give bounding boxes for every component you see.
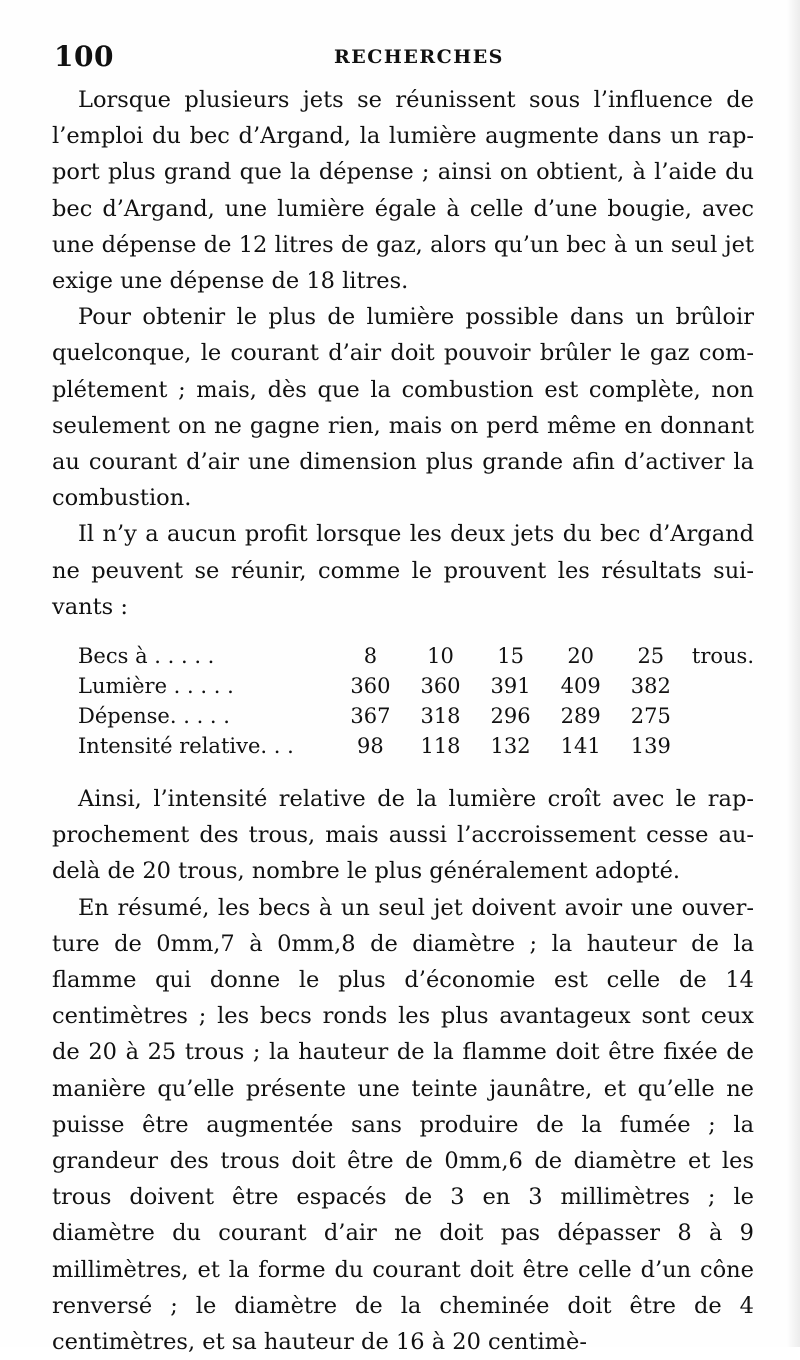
table-cell: 15 bbox=[497, 644, 524, 669]
table-cell: 139 bbox=[630, 734, 671, 759]
table-cell: 118 bbox=[420, 734, 461, 759]
running-head: RECHERCHES bbox=[334, 46, 504, 68]
table-row-label: Intensité relative. . . bbox=[78, 734, 294, 759]
table-cell: 132 bbox=[490, 734, 531, 759]
table-cell: 275 bbox=[630, 704, 671, 729]
table-row bbox=[78, 641, 754, 671]
table-row bbox=[78, 701, 754, 731]
table-unit bbox=[686, 731, 754, 761]
table-cell: 141 bbox=[560, 734, 601, 759]
results-table bbox=[78, 641, 754, 761]
table-unit: trous. bbox=[691, 644, 754, 669]
table-cell: 8 bbox=[363, 644, 378, 669]
table-cell: 289 bbox=[560, 704, 601, 729]
paragraph-relative-intensity: Ainsi, l’intensité relative de la lumière croît avec le rapprochement des trous, mais aussi l’accroissement cesse au-delà de 20 trous, nombre le plus généralement adopté. bbox=[52, 786, 754, 885]
table-row-label: Lumière . . . . . bbox=[78, 674, 234, 699]
table-cell: 382 bbox=[630, 674, 671, 699]
paragraph-air-current: Pour obtenir le plus de lumière possible dans un brûloir quelconque, le courant d’air doit pouvoir brûler le gaz complétement ; mais, dès que la combustion est complète, non seulement on ne gagne rien, mais on perd même en donnant au courant d’air une dimension plus grande afin d’activer la combustion. bbox=[52, 304, 754, 512]
table-cell: 409 bbox=[560, 674, 601, 699]
table-cell: 367 bbox=[350, 704, 391, 729]
table-cell: 391 bbox=[490, 674, 531, 699]
table-cell: 360 bbox=[350, 674, 391, 699]
table-row-label: Becs à . . . . . bbox=[78, 644, 215, 669]
page-header bbox=[50, 40, 754, 74]
table-unit bbox=[686, 671, 754, 701]
table-row bbox=[78, 731, 754, 761]
table-cell: 318 bbox=[420, 704, 461, 729]
table-cell: 296 bbox=[490, 704, 531, 729]
table-cell: 25 bbox=[637, 644, 665, 669]
table-cell: 20 bbox=[567, 644, 595, 669]
scan-edge-shadow bbox=[786, 0, 800, 1347]
page-number: 100 bbox=[54, 40, 114, 73]
paragraph-summary: En résumé, les becs à un seul jet doivent avoir une ouverture de 0mm,7 à 0mm,8 de diamètre ; la hauteur de la flamme qui donne le plus d’économie est celle de 14 centimètres ; les becs ronds les plus avantageux sont ceux de 20 à 25 trous ; la hauteur de la flamme doit être fixée de manière qu’elle présente une teinte jaunâtre, et qu’elle ne puisse être augmentée sans produire de la fumée ; la grandeur des trous doit être de 0mm,6 de diamètre et les trous doivent être espacés de 3 en 3 millimètres ; le diamètre du courant d’air ne doit pas dépasser 8 à 9 millimètres, et la forme du courant doit être celle d’un cône renversé ; le diamètre de la cheminée doit être de 4 centimètres, et sa hauteur de 16 à 20 centimè- bbox=[52, 894, 754, 1356]
table-cell: 98 bbox=[357, 734, 384, 759]
table-row bbox=[78, 671, 754, 701]
table-cell: 10 bbox=[427, 644, 454, 669]
table-unit bbox=[686, 701, 754, 731]
table-row-label: Dépense. . . . . bbox=[78, 704, 230, 729]
paragraph-no-profit: Il n’y a aucun profit lorsque les deux jets du bec d’Argand ne peuvent se réunir, comme le prouvent les résultats suivants : bbox=[52, 521, 754, 620]
paragraph-argand-light: Lorsque plusieurs jets se réunissent sous l’influence de l’emploi du bec d’Argand, la lumière augmente dans un rapport plus grand que la dépense ; ainsi on obtient, à l’aide du bec d’Argand, une lumière égale à celle d’une bougie, avec une dépense de 12 litres de gaz, alors qu’un bec à un seul jet exige une dépense de 18 litres. bbox=[52, 87, 754, 295]
body-text bbox=[52, 82, 754, 1360]
table-cell: 360 bbox=[420, 674, 461, 699]
